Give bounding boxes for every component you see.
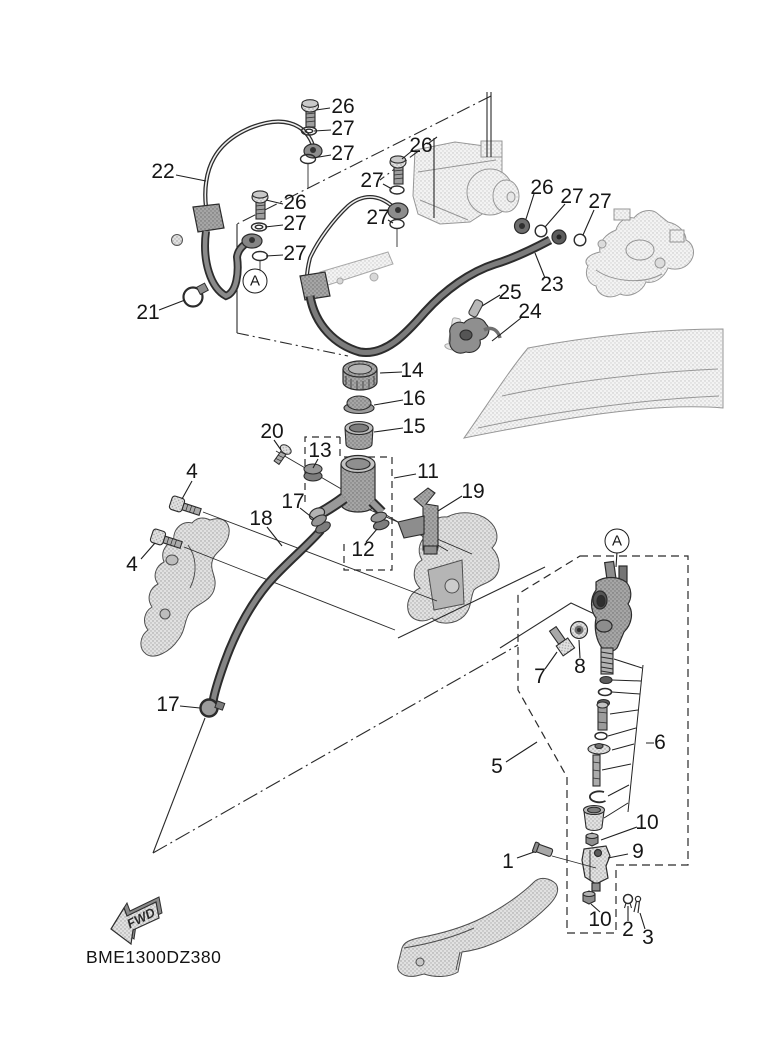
callout-15-19: 15	[402, 415, 426, 438]
callout-27-9: 27	[283, 242, 307, 265]
callout-4-27: 4	[186, 460, 198, 483]
callout-26-0: 26	[331, 95, 355, 118]
callout-12-26: 12	[351, 538, 375, 561]
callout-21-10: 21	[136, 301, 160, 324]
callout-3-39: 3	[642, 926, 654, 949]
callout-26-11: 26	[530, 176, 554, 199]
callout-8-31: 8	[574, 655, 586, 678]
detail-marker-A-0: A	[243, 269, 268, 294]
callout-20-20: 20	[260, 420, 284, 443]
callout-27-6: 27	[366, 206, 390, 229]
callout-10-34: 10	[635, 811, 659, 834]
fwd-arrow-label: FWD	[124, 904, 158, 932]
callout-9-35: 9	[632, 840, 644, 863]
callout-26-4: 26	[409, 134, 433, 157]
callout-25-15: 25	[498, 281, 522, 304]
callout-27-8: 27	[283, 212, 307, 235]
callout-10-37: 10	[588, 908, 612, 931]
callout-27-13: 27	[588, 190, 612, 213]
callout-6-32: 6	[654, 731, 666, 754]
callout-7-30: 7	[534, 665, 546, 688]
callout-24-16: 24	[518, 300, 542, 323]
callout-27-5: 27	[360, 169, 384, 192]
callout-17-24: 17	[281, 490, 305, 513]
callout-18-25: 18	[249, 507, 273, 530]
callout-26-7: 26	[283, 191, 307, 214]
callout-13-21: 13	[308, 439, 332, 462]
detail-marker-A-1: A	[605, 529, 630, 554]
callout-27-12: 27	[560, 185, 584, 208]
callout-5-33: 5	[491, 755, 503, 778]
callout-27-2: 27	[331, 142, 355, 165]
callout-22-3: 22	[151, 160, 175, 183]
callout-23-14: 23	[540, 273, 564, 296]
callout-27-1: 27	[331, 117, 355, 140]
callout-4-28: 4	[126, 553, 138, 576]
callout-2-38: 2	[622, 918, 634, 941]
callout-14-17: 14	[400, 359, 424, 382]
callout-19-23: 19	[461, 480, 485, 503]
callout-16-18: 16	[402, 387, 426, 410]
callout-17-29: 17	[156, 693, 180, 716]
diagram-code: BME1300DZ380	[86, 947, 222, 967]
callout-11-22: 11	[417, 460, 439, 483]
callout-1-36: 1	[502, 850, 514, 873]
